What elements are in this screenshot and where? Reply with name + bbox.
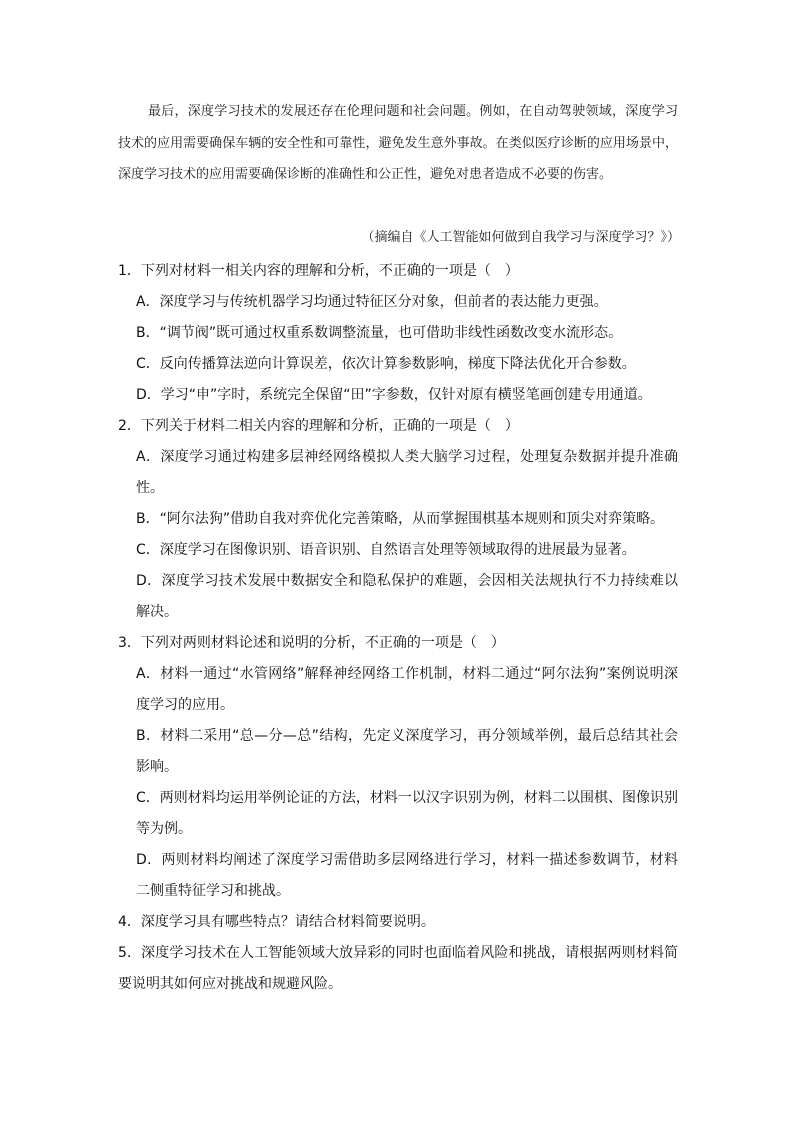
- question-4: [118, 907, 678, 938]
- option-a: A．深度学习通过构建多层神经网络模拟人类大脑学习过程，处理复杂数据并提升准确性。: [136, 449, 678, 496]
- question-stem: 2．下列关于材料二相关内容的理解和分析，正确的一项是（ ）: [118, 418, 519, 434]
- question-5: [118, 938, 678, 1000]
- question-list: [118, 256, 678, 1000]
- question-stem: 5．深度学习技术在人工智能领域大放异彩的同时也面临着风险和挑战，请根据两则材料简要说明其如何应对挑战和规避风险。: [118, 945, 678, 992]
- option-a: A．深度学习与传统机器学习均通过特征区分对象，但前者的表达能力更强。: [136, 294, 608, 310]
- option-b: B．“阿尔法狗”借助自我对弈优化完善策略，从而掌握围棋基本规则和顶尖对弈策略。: [136, 511, 665, 527]
- option-c: C．反向传播算法逆向计算误差，依次计算参数影响，梯度下降法优化开合参数。: [136, 356, 636, 372]
- passage-source: （摘编自《人工智能如何做到自我学习与深度学习？》）: [361, 230, 680, 245]
- question-stem: 3．下列对两则材料论述和说明的分析，不正确的一项是（ ）: [118, 635, 505, 651]
- question-2: [118, 411, 678, 628]
- option-a: A．材料一通过“水管网络”解释神经网络工作机制，材料二通过“阿尔法狗”案例说明深度学习的应用。: [136, 666, 678, 713]
- question-stem: 1．下列对材料一相关内容的理解和分析，不正确的一项是（ ）: [118, 263, 519, 279]
- option-b: B．“调节阀”既可通过权重系数调整流量，也可借助非线性函数改变水流形态。: [136, 325, 623, 341]
- question-stem: 4．深度学习具有哪些特点？请结合材料简要说明。: [118, 914, 435, 930]
- option-d: D．深度学习技术发展中数据安全和隐私保护的难题，会因相关法规执行不力持续难以解决。: [136, 573, 678, 620]
- option-b: B．材料二采用“总—分—总”结构，先定义深度学习，再分领域举例，最后总结其社会影响。: [136, 728, 678, 775]
- option-d: D．两则材料均阐述了深度学习需借助多层网络进行学习，材料一描述参数调节，材料二侧重特征学习和挑战。: [136, 852, 678, 899]
- question-1: [118, 256, 678, 411]
- option-c: C．深度学习在图像识别、语音识别、自然语言处理等领域取得的进展最为显著。: [136, 542, 636, 558]
- option-c: C．两则材料均运用举例论证的方法，材料一以汉字识别为例，材料二以围棋、图像识别等为例。: [136, 790, 678, 837]
- question-3: [118, 628, 678, 907]
- option-d: D．学习“申”字时，系统完全保留“田”字参数，仅针对原有横竖笔画创建专用通道。: [136, 387, 652, 403]
- passage-paragraph: 最后，深度学习技术的发展还存在伦理问题和社会问题。例如，在自动驾驶领域，深度学习技术的应用需要确保车辆的安全性和可靠性，避免发生意外事故。在类似医疗诊断的应用场景中，深度学习技术的应用需要确保诊断的准确性和公正性，避免对患者造成不必要的伤害。: [118, 104, 678, 182]
